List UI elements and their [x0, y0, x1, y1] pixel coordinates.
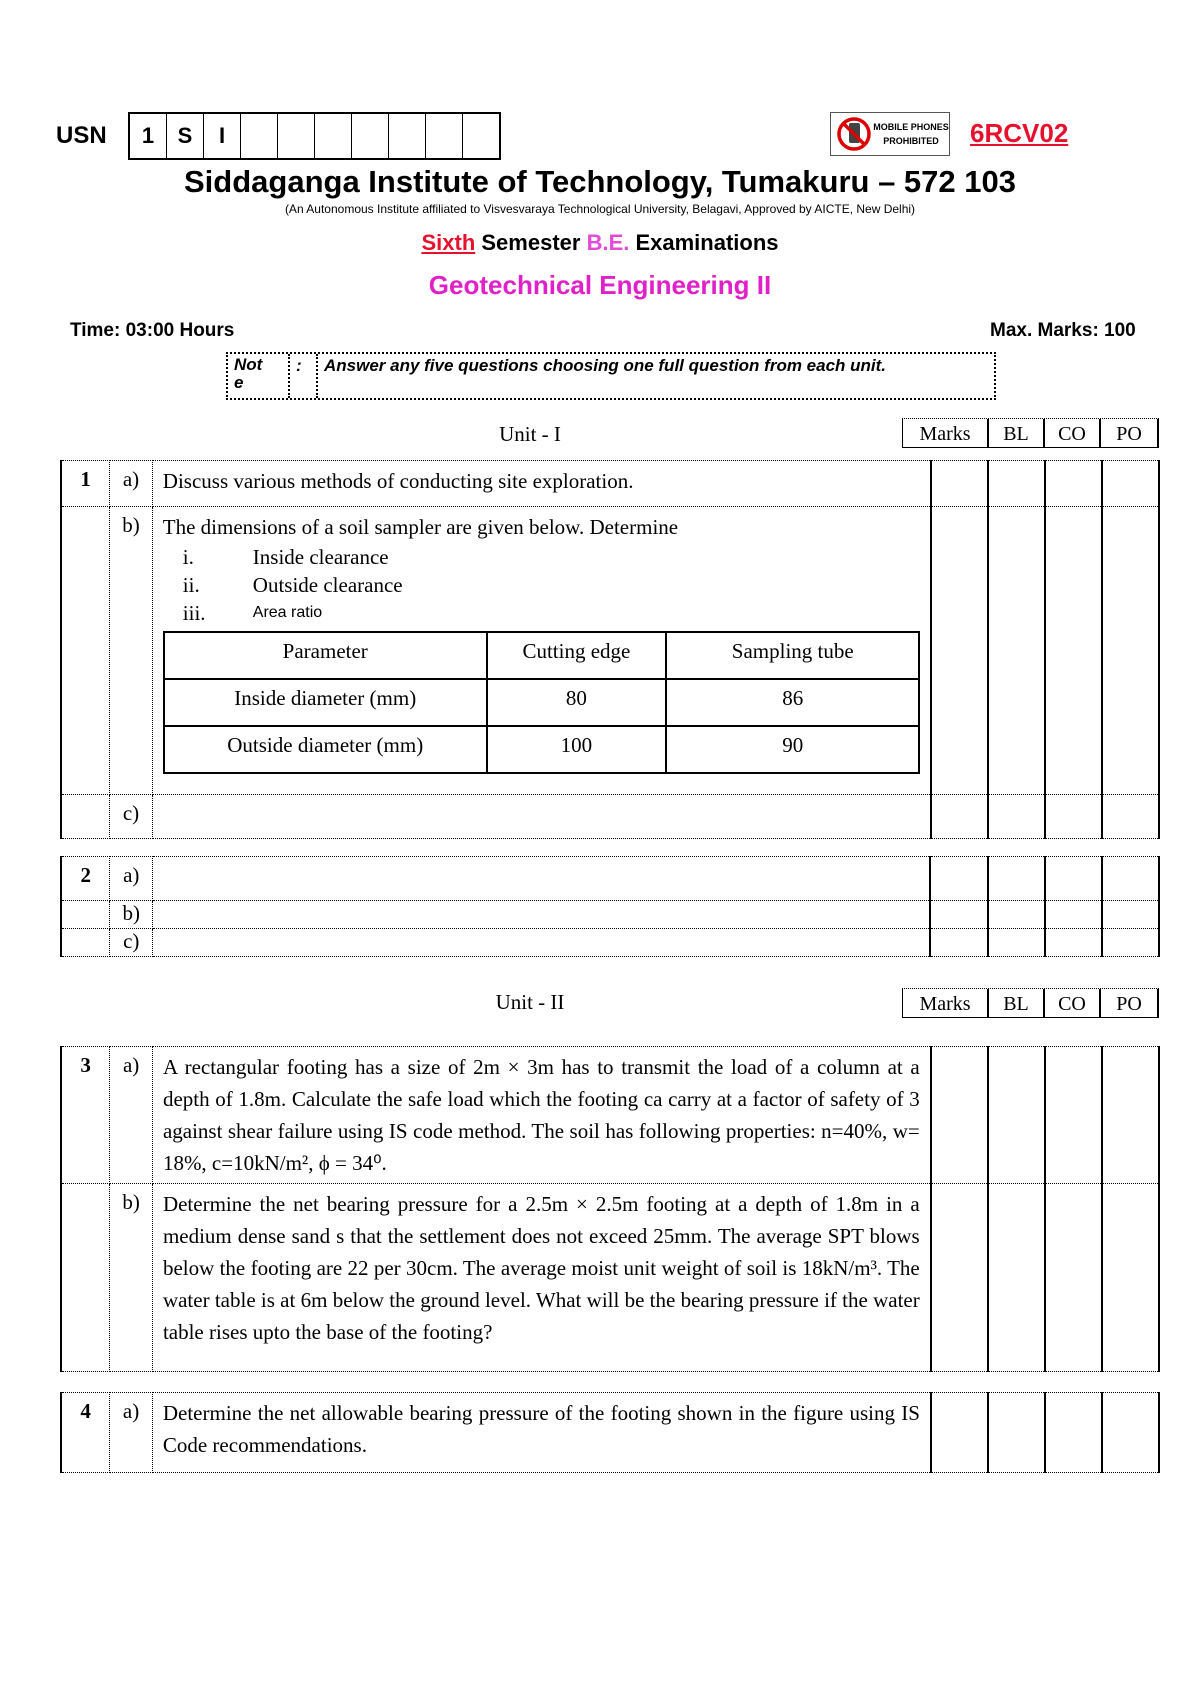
co-header: CO — [1043, 989, 1099, 1017]
examinations-word: Examinations — [629, 230, 779, 255]
table-row — [164, 726, 920, 773]
usn-box[interactable] — [426, 114, 463, 158]
po-cell[interactable] — [1102, 1184, 1159, 1372]
po-cell[interactable] — [1102, 795, 1159, 839]
column-header: Sampling tube — [666, 632, 919, 679]
subitem — [163, 543, 921, 571]
po-cell[interactable] — [1102, 1393, 1159, 1473]
semester-word: Semester — [475, 230, 587, 255]
bl-cell[interactable] — [988, 929, 1045, 957]
marks-cell[interactable] — [931, 1184, 988, 1372]
subitem — [163, 571, 921, 599]
subpart-label: b) — [110, 901, 153, 929]
question-text: A rectangular footing has a size of 2m × 3m has to transmit the load of a column at a depth of 1.8m. Calculate the safe load which the footing ca carry at a factor of safety of 3 against shear failure using IS code method. The soil has following properties: n=40%, w= 18%, c=10kN/m², ϕ = 34⁰. — [152, 1047, 930, 1184]
subpart-label: c) — [110, 929, 153, 957]
semester-ordinal: Sixth — [421, 230, 476, 255]
co-cell[interactable] — [1045, 461, 1102, 507]
note-label — [228, 354, 290, 398]
question-row — [61, 1393, 1159, 1473]
question-3-table — [60, 1046, 1160, 1372]
bl-cell[interactable] — [988, 1393, 1045, 1473]
usn-box[interactable] — [352, 114, 389, 158]
po-header: PO — [1099, 989, 1157, 1017]
institute-subtitle: (An Autonomous Institute affiliated to Visvesvaraya Technological University, Belagavi, Approved by AICTE, New Delhi) — [284, 202, 916, 216]
co-cell[interactable] — [1045, 929, 1102, 957]
question-text[interactable] — [153, 857, 931, 901]
subpart-label: c) — [110, 795, 153, 839]
marks-cell[interactable] — [931, 1047, 988, 1184]
question-row — [61, 901, 1159, 929]
table-row — [164, 679, 920, 726]
question-row — [61, 1184, 1159, 1372]
bl-cell[interactable] — [988, 507, 1045, 795]
po-cell[interactable] — [1102, 507, 1159, 795]
sampler-dimensions-table — [163, 631, 921, 774]
unit-2-title: Unit - II — [495, 990, 565, 1014]
marks-cell[interactable] — [930, 901, 987, 929]
subject-title: Geotechnical Engineering II — [428, 270, 772, 300]
subpart-label: a) — [110, 1047, 153, 1184]
paper-code: 6RCV02 — [970, 118, 1069, 148]
question-text: The dimensions of a soil sampler are given below. Determine — [162, 515, 679, 539]
roman-numeral: i. — [182, 545, 194, 569]
question-text[interactable] — [153, 901, 931, 929]
question-1-table — [60, 460, 1160, 839]
table-header-row — [164, 632, 920, 679]
max-marks: Max. Marks: 100 — [990, 320, 1136, 341]
bl-cell[interactable] — [988, 461, 1045, 507]
question-text: Discuss various methods of conducting site exploration. — [152, 461, 931, 507]
column-header: Parameter — [164, 632, 487, 679]
co-header: CO — [1043, 419, 1099, 447]
unit-1-title: Unit - I — [499, 422, 561, 446]
po-cell[interactable] — [1102, 929, 1159, 957]
question-row — [61, 795, 1159, 839]
marks-cell[interactable] — [931, 795, 988, 839]
question-number — [61, 507, 110, 795]
subitem-text: Inside clearance — [252, 545, 389, 569]
subpart-label: b) — [110, 1184, 153, 1372]
co-cell[interactable] — [1045, 1393, 1102, 1473]
po-cell[interactable] — [1102, 461, 1159, 507]
note-label-a: Not — [234, 355, 263, 374]
table-cell: 90 — [666, 726, 919, 773]
usn-boxes — [128, 112, 501, 160]
question-row — [61, 507, 1159, 795]
badge-line-1: MOBILE PHONES — [873, 122, 949, 132]
marks-cell[interactable] — [931, 1393, 988, 1473]
co-cell[interactable] — [1045, 795, 1102, 839]
question-number: 1 — [61, 461, 110, 507]
question-text: Determine the net allowable bearing pressure of the footing shown in the figure using IS Code recommendations. — [152, 1393, 931, 1473]
usn-box[interactable] — [315, 114, 352, 158]
exam-time: Time: 03:00 Hours — [70, 320, 235, 341]
co-cell[interactable] — [1045, 1184, 1102, 1372]
question-number — [61, 795, 110, 839]
table-cell: Inside diameter (mm) — [164, 679, 487, 726]
question-number: 4 — [61, 1393, 110, 1473]
usn-box[interactable]: I — [204, 114, 241, 158]
question-row — [61, 857, 1159, 901]
question-text-block — [152, 507, 931, 795]
note-text: Answer any five questions choosing one full question from each unit. — [324, 356, 887, 375]
subitem-text: Area ratio — [252, 604, 323, 621]
question-text[interactable] — [153, 929, 931, 957]
bl-cell[interactable] — [988, 795, 1045, 839]
subitem — [163, 599, 921, 627]
subpart-label: b) — [110, 507, 153, 795]
po-cell[interactable] — [1102, 857, 1159, 901]
unit-2-column-headers — [902, 988, 1159, 1018]
bl-cell[interactable] — [988, 1047, 1045, 1184]
question-number: 3 — [61, 1047, 110, 1184]
semester-line — [0, 230, 1200, 256]
subitem-list — [163, 543, 921, 627]
column-header: Cutting edge — [487, 632, 666, 679]
co-cell[interactable] — [1045, 857, 1102, 901]
question-number — [61, 1184, 110, 1372]
po-cell[interactable] — [1102, 1047, 1159, 1184]
marks-cell[interactable] — [930, 929, 987, 957]
co-cell[interactable] — [1045, 507, 1102, 795]
bl-header: BL — [987, 989, 1043, 1017]
table-cell: 100 — [487, 726, 666, 773]
po-header: PO — [1099, 419, 1157, 447]
question-text[interactable] — [152, 795, 931, 839]
question-4-table — [60, 1392, 1160, 1473]
co-cell[interactable] — [1045, 901, 1102, 929]
marks-cell[interactable] — [931, 461, 988, 507]
po-cell[interactable] — [1102, 901, 1159, 929]
marks-header: Marks — [919, 993, 971, 1015]
roman-numeral: iii. — [182, 601, 206, 625]
unit-1-column-headers — [902, 418, 1159, 448]
usn-label: USN — [56, 122, 107, 149]
roman-numeral: ii. — [182, 573, 200, 597]
usn-box[interactable]: S — [167, 114, 204, 158]
no-phone-icon — [835, 115, 873, 153]
degree: B.E. — [586, 230, 630, 255]
subitem-text: Outside clearance — [252, 573, 403, 597]
mobile-phones-prohibited-badge — [830, 112, 950, 156]
note-label-b: e — [234, 373, 244, 392]
bl-header: BL — [987, 419, 1043, 447]
subpart-label: a) — [110, 461, 153, 507]
marks-cell[interactable] — [931, 507, 988, 795]
subpart-label: a) — [110, 1393, 153, 1473]
subpart-label: a) — [110, 857, 153, 901]
institute-title: Siddaganga Institute of Technology, Tumakuru – 572 103 — [184, 164, 1016, 199]
marks-cell[interactable] — [930, 857, 987, 901]
note-box — [226, 352, 996, 400]
question-number — [61, 901, 110, 929]
usn-box[interactable] — [278, 114, 315, 158]
badge-line-2: PROHIBITED — [883, 136, 939, 146]
bl-cell[interactable] — [988, 901, 1045, 929]
usn-box[interactable] — [463, 114, 499, 158]
table-cell: 80 — [487, 679, 666, 726]
note-colon: : — [290, 354, 318, 398]
usn-box[interactable]: 1 — [130, 114, 167, 158]
usn-box[interactable] — [389, 114, 426, 158]
question-number — [61, 929, 110, 957]
co-cell[interactable] — [1045, 1047, 1102, 1184]
marks-header: Marks — [919, 423, 971, 445]
usn-box[interactable] — [241, 114, 278, 158]
table-cell: Outside diameter (mm) — [164, 726, 487, 773]
question-2-table — [60, 856, 1160, 957]
table-cell: 86 — [666, 679, 919, 726]
question-row — [61, 1047, 1159, 1184]
question-text: Determine the net bearing pressure for a 2.5m × 2.5m footing at a depth of 1.8m in a medium dense sand s that the settlement does not exceed 25mm. The average SPT blows below the footing are 22 per 30cm. The average moist unit weight of soil is 18kN/m³. The water table is at 6m below the ground level. What will be the bearing pressure if the water table rises upto the base of the footing? — [152, 1184, 930, 1372]
question-row — [61, 461, 1159, 507]
bl-cell[interactable] — [988, 857, 1045, 901]
question-row — [61, 929, 1159, 957]
question-number: 2 — [61, 857, 110, 901]
bl-cell[interactable] — [988, 1184, 1045, 1372]
